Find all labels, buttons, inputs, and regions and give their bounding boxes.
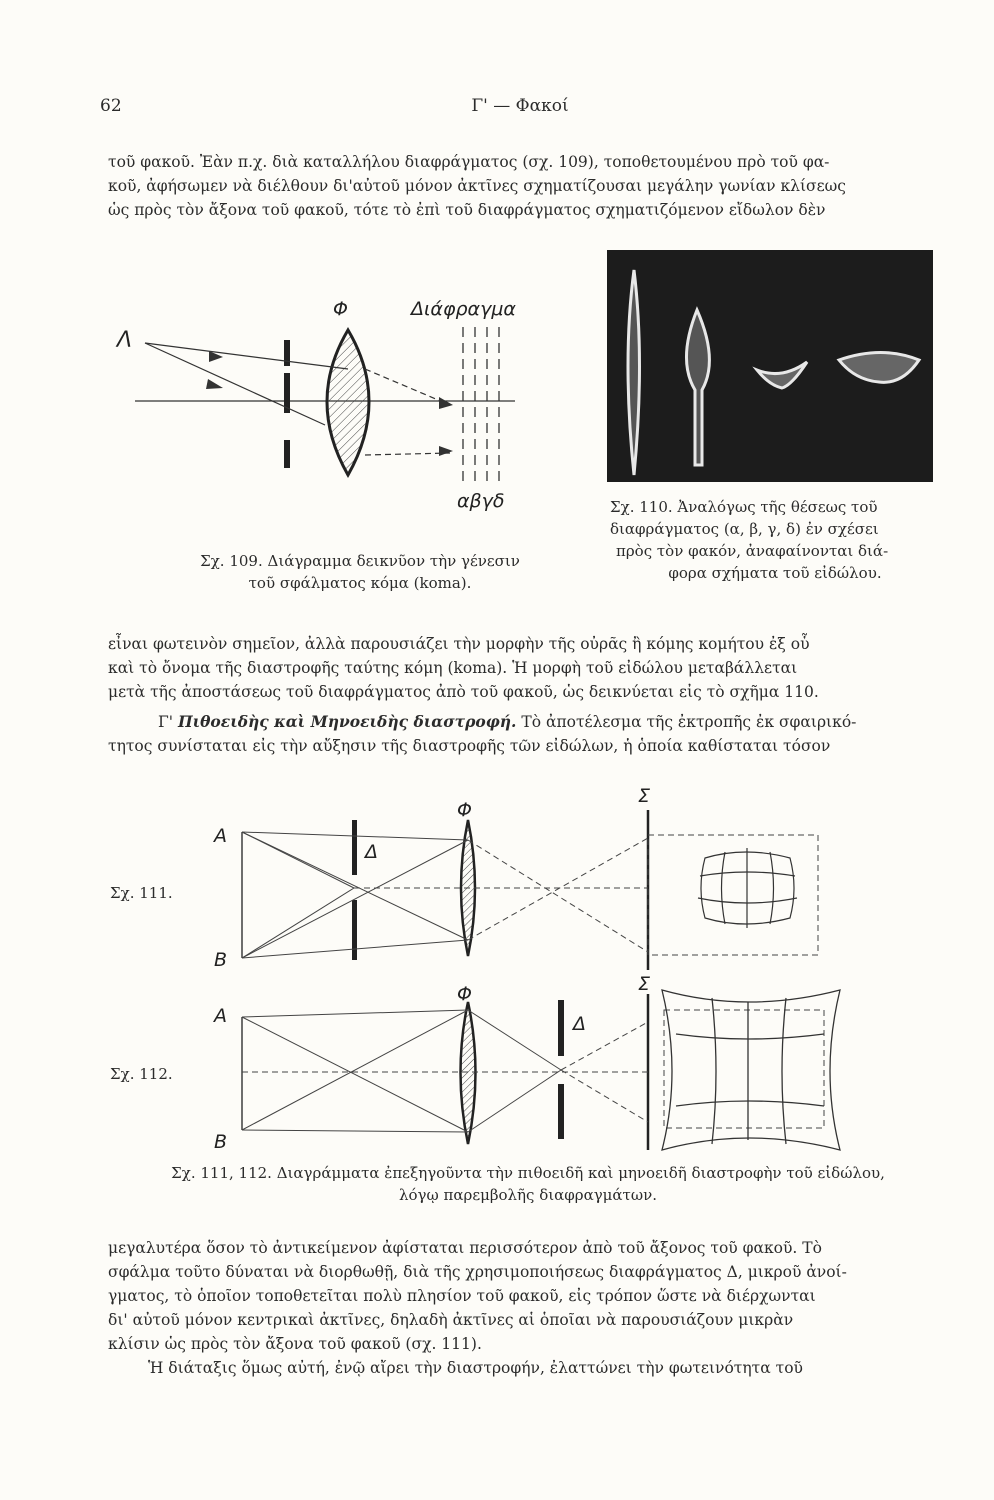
- middle-paragraph: [108, 632, 938, 704]
- ray: [145, 343, 348, 369]
- text-line: σφάλμα τοῦτο δύναται νὰ διορθωθῇ, διὰ τῆς χρησιμοποιήσεως διαφράγματος Δ, μικροῦ ἀνοί-: [108, 1263, 847, 1281]
- ray: [145, 343, 325, 425]
- label-delta: Δ: [573, 1013, 586, 1035]
- label-phi: Φ: [333, 298, 348, 320]
- arrow-icon: [439, 446, 453, 456]
- text-line: εἶναι φωτεινὸν σημεῖον, ἀλλὰ παρουσιάζει τὴν μορφὴν τῆς οὐρᾶς ἢ κόμης κομήτου ἐξ οὗ: [108, 635, 810, 653]
- text-line: [108, 710, 938, 734]
- label-diaphragm: Διάφραγμα: [411, 298, 516, 320]
- figure-110-caption: [610, 496, 940, 584]
- text-line: γματος, τὸ ὁποῖον τοποθετεῖται πολὺ πλησίον τοῦ φακοῦ, εἰς τρόπον ὥστε νὰ διέρχωνται: [108, 1287, 816, 1305]
- text-line: μεγαλυτέρα ὅσον τὸ ἀντικείμενον ἀφίσταται περισσότερον ἀπὸ τοῦ ἄξονος τοῦ φακοῦ. Τὸ: [108, 1239, 822, 1257]
- diaphragm-delta-top: [352, 820, 357, 875]
- pincushion-distortion-grid: [662, 990, 840, 1150]
- label-phi: Φ: [457, 983, 472, 1005]
- caption-line: πρὸς τὸν φακόν, ἀναφαίνονται διά-: [616, 542, 889, 560]
- text-line: δι' αὐτοῦ μόνον κεντρικαὶ ἀκτῖνες, δηλαδὴ ἀκτῖνες αἱ ὁποῖαι νὰ παρουσιάζουν μικρὰν: [108, 1311, 794, 1329]
- section-prefix: Γ': [158, 713, 174, 731]
- label-b: B: [214, 949, 228, 971]
- text-line: καὶ τὸ ὄνομα τῆς διαστροφῆς ταύτης κόμη (koma). Ἡ μορφὴ τοῦ εἰδώλου μεταβάλλεται: [108, 659, 798, 677]
- text-line: τητος συνίσταται εἰς τὴν αὔξησιν τῆς διαστροφῆς τῶν εἰδώλων, ἡ ὁποία καθίσταται τόσον: [108, 737, 831, 755]
- text-line: τοῦ φακοῦ. Ἐὰν π.χ. διὰ καταλλήλου διαφράγματος (σχ. 109), τοποθετουμένου πρὸ τοῦ φα-: [108, 153, 830, 171]
- text-line: κλίσιν ὡς πρὸς τὸν ἄξονα τοῦ φακοῦ (σχ. 111).: [108, 1335, 482, 1353]
- figure-111-label: Σχ. 111.: [110, 884, 173, 902]
- figure-111-diagram: [200, 780, 860, 975]
- diaphragm-delta-bottom: [558, 1084, 564, 1139]
- figure-109-caption: [140, 550, 580, 594]
- label-b: B: [214, 1131, 228, 1153]
- caption-line: λόγῳ παρεμβολῆς διαφραγμάτων.: [399, 1186, 657, 1204]
- closing-paragraph: [108, 1236, 938, 1380]
- label-a: A: [214, 1005, 227, 1027]
- label-positions: αβγδ: [457, 490, 505, 512]
- diaphragm-delta-bottom: [352, 900, 357, 960]
- aperture-stop-bottom: [284, 440, 290, 468]
- caption-line: Σχ. 110. Ἀναλόγως τῆς θέσεως τοῦ: [610, 498, 878, 516]
- ray-dashed: [365, 453, 450, 455]
- arrow-icon: [206, 379, 223, 389]
- label-phi: Φ: [457, 799, 472, 821]
- label-sigma: Σ: [638, 785, 651, 807]
- image-frame: [664, 1010, 824, 1128]
- figure-110-photo: [607, 250, 933, 482]
- intro-paragraph: [108, 150, 938, 222]
- figure-111-112-caption: [108, 1162, 948, 1206]
- text-line: κοῦ, ἀφήσωμεν νὰ διέλθουν δι'αὐτοῦ μόνον ἀκτῖνες σχηματίζουσαι μεγάλην γωνίαν κλίσεως: [108, 177, 846, 195]
- page-number: 62: [100, 96, 122, 116]
- aperture-stop-top: [284, 340, 290, 366]
- figure-109-diagram: [105, 285, 575, 515]
- lens-phi: [327, 330, 369, 475]
- label-a: A: [214, 825, 227, 847]
- caption-line: Σχ. 109. Διάγραμμα δεικνῦον τὴν γένεσιν: [200, 552, 520, 570]
- ray-dashed: [365, 369, 450, 405]
- section-heading: Πιθοειδὴς καὶ Μηνοειδὴς διαστροφή.: [177, 712, 517, 731]
- section-text: Τὸ ἀποτέλεσμα τῆς ἐκτροπῆς ἐκ σφαιρικό-: [521, 713, 857, 731]
- diaphragm-delta-top: [558, 1000, 564, 1056]
- running-title: Γ' — Φακοί: [471, 96, 569, 116]
- caption-line: Σχ. 111, 112. Διαγράμματα ἐπεξηγοῦντα τὴν πιθοειδῆ καὶ μηνοειδῆ διαστροφὴν τοῦ εἰδώλου,: [171, 1164, 885, 1182]
- label-sigma: Σ: [638, 973, 651, 995]
- barrel-distortion-grid: [698, 848, 797, 928]
- text-line: μετὰ τῆς ἀποστάσεως τοῦ διαφράγματος ἀπὸ τοῦ φακοῦ, ὡς δεικνύεται εἰς τὸ σχῆμα 110.: [108, 683, 819, 701]
- caption-line: φορα σχήματα τοῦ εἰδώλου.: [668, 564, 882, 582]
- label-lambda: Λ: [117, 328, 133, 353]
- text-line: ὡς πρὸς τὸν ἄξονα τοῦ φακοῦ, τότε τὸ ἐπὶ τοῦ διαφράγματος σχηματιζόμενον εἴδωλον δὲν: [108, 201, 826, 219]
- caption-line: τοῦ σφάλματος κόμα (koma).: [248, 574, 472, 592]
- lens-phi: [461, 1002, 476, 1144]
- caption-line: διαφράγματος (α, β, γ, δ) ἐν σχέσει: [610, 520, 879, 538]
- figure-112-label: Σχ. 112.: [110, 1065, 173, 1083]
- text-line: Ἡ διάταξις ὅμως αὐτή, ἐνῷ αἴρει τὴν διαστροφήν, ἐλαττώνει τὴν φωτεινότητα τοῦ: [148, 1359, 803, 1377]
- figure-112-diagram: [200, 972, 860, 1162]
- image-shape-alpha: [628, 270, 640, 475]
- section-paragraph: [108, 710, 938, 758]
- arrow-icon: [439, 397, 453, 409]
- page-header: [100, 96, 940, 126]
- label-delta: Δ: [365, 841, 378, 863]
